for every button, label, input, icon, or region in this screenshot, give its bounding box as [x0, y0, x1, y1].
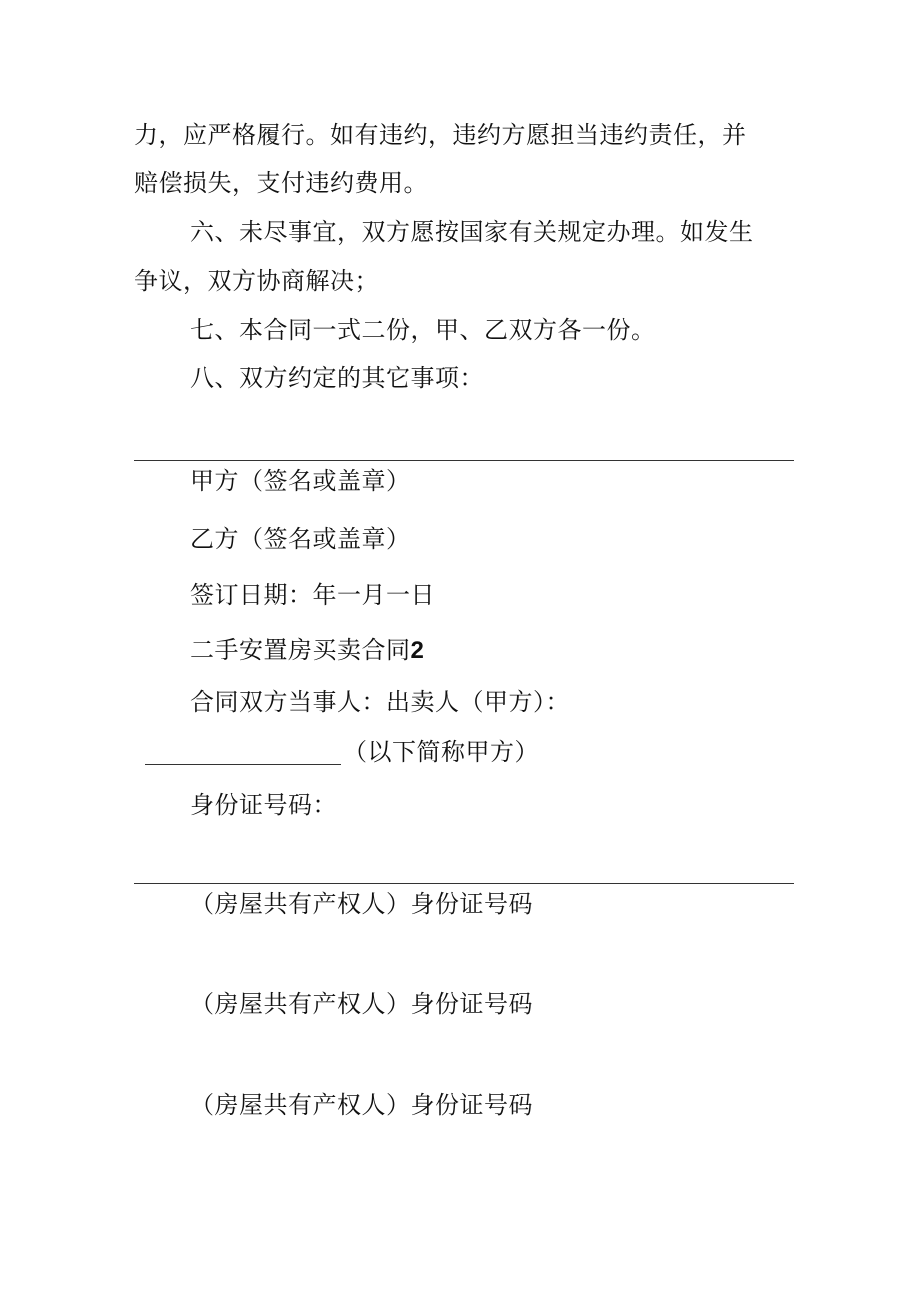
seller-abbreviation: （以下简称甲方） [343, 738, 539, 766]
paragraph-breach-line-1: 力，应严格履行。如有违约，违约方愿担当违约责任，并 [134, 121, 747, 149]
paragraph-clause-7: 七、本合同一式二份，甲、乙双方各一份。 [190, 316, 656, 344]
co-owner-id-line-2: （房屋共有产权人）身份证号码 [190, 990, 533, 1018]
signing-date: 签订日期：年一月一日 [190, 581, 435, 609]
contract-parties-line: 合同双方当事人：出卖人（甲方）： [190, 688, 570, 716]
paragraph-clause-8: 八、双方约定的其它事项： [190, 364, 484, 392]
fill-in-line-other-matters [134, 460, 794, 461]
co-owner-id-line-3: （房屋共有产权人）身份证号码 [190, 1091, 533, 1119]
contract-2-title-number: 2 [410, 637, 425, 664]
paragraph-breach-line-2: 赔偿损失，支付违约费用。 [134, 169, 428, 197]
seller-name-blank-line [145, 764, 341, 765]
signature-party-a: 甲方（签名或盖章） [190, 467, 411, 495]
id-number-label: 身份证号码： [190, 791, 337, 819]
fill-in-line-id-number [134, 883, 794, 884]
paragraph-clause-6-line-1: 六、未尽事宜，双方愿按国家有关规定办理。如发生 [190, 218, 754, 246]
co-owner-id-line-1: （房屋共有产权人）身份证号码 [190, 890, 533, 918]
paragraph-clause-6-line-2: 争议，双方协商解决； [134, 267, 379, 295]
contract-2-title [190, 635, 424, 666]
signature-party-b: 乙方（签名或盖章） [190, 525, 411, 553]
contract-2-title-text: 二手安置房买卖合同 [190, 636, 411, 664]
